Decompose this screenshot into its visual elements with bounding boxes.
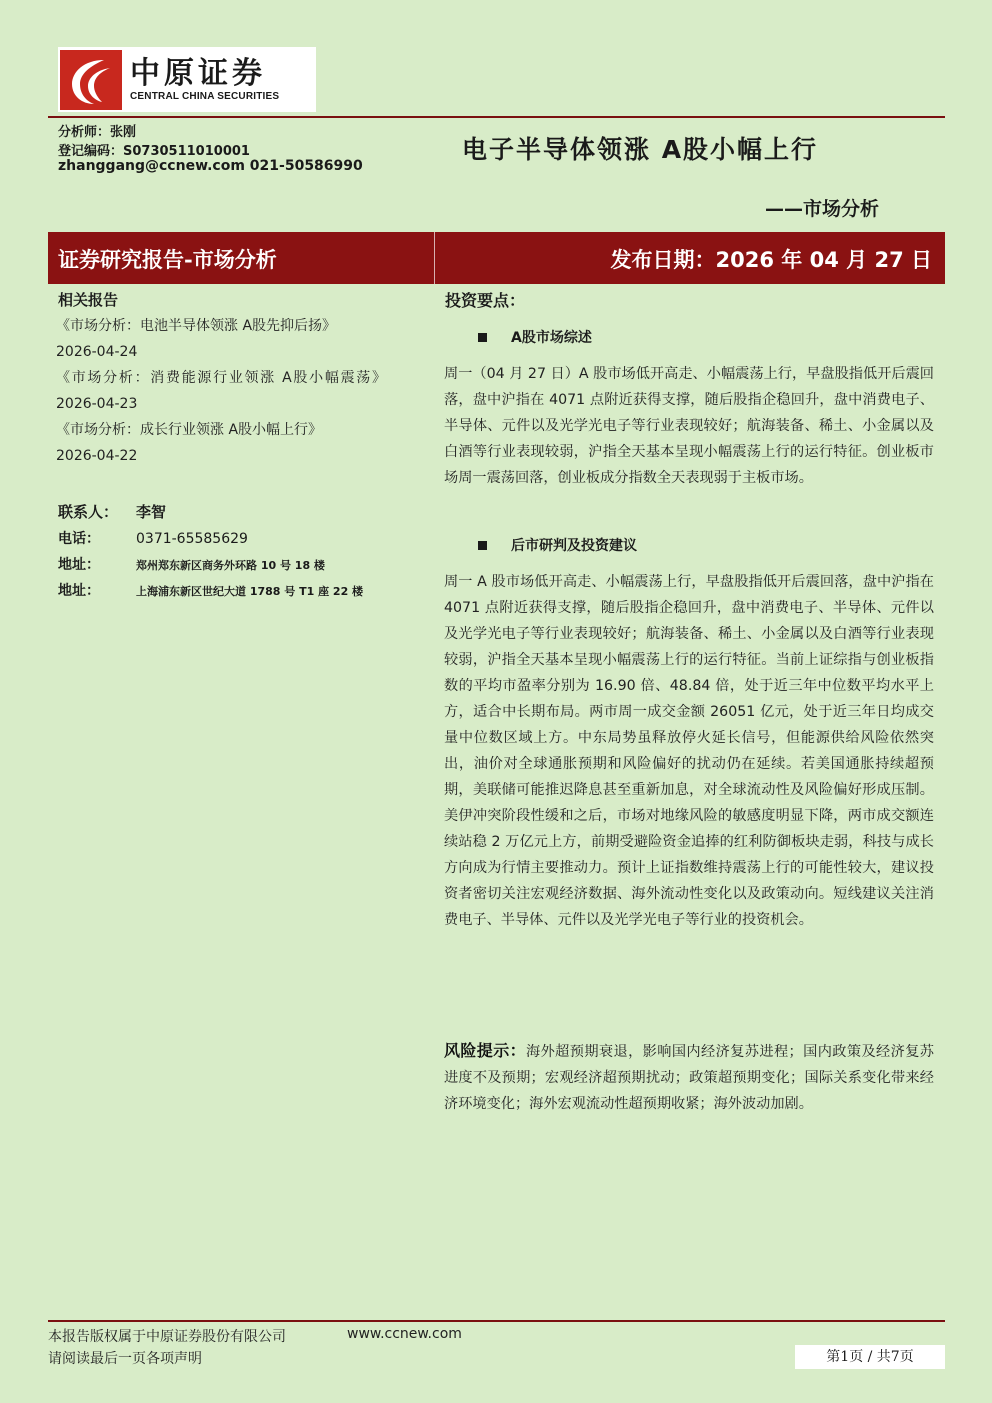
- contact-person-row: [58, 501, 166, 522]
- related-reports-heading: 相关报告: [58, 291, 119, 309]
- contact-person: 李智: [136, 503, 167, 521]
- contact-address-shanghai: 上海浦东新区世纪大道 1788 号 T1 座 22 楼: [136, 585, 364, 598]
- risk-warning: [444, 1038, 934, 1117]
- contact-phone-label: 电话：: [58, 531, 100, 547]
- analyst-name: 分析师：张刚: [58, 125, 137, 140]
- related-report-item[interactable]: [56, 417, 386, 469]
- company-logo: [58, 47, 316, 112]
- logo-en: CENTRAL CHINA SECURITIES: [130, 91, 280, 102]
- section-heading-market-review: [478, 327, 592, 347]
- section-title: A股市场综述: [511, 330, 592, 346]
- risk-text: 海外超预期衰退，影响国内经济复苏进程；国内政策及经济复苏进度不及预期；宏观经济超预期扰动；政策超预期变化；国际关系变化带来经济环境变化；海外宏观流动性超预期收紧；海外波动加剧。: [444, 1044, 934, 1112]
- related-report-title: 《市场分析：消费能源行业领涨 A股小幅震荡》: [56, 370, 386, 386]
- banner-divider: [434, 232, 435, 284]
- section-title: 后市研判及投资建议: [511, 538, 637, 554]
- outlook-paragraph: 周一 A 股市场低开高走、小幅震荡上行，早盘股指低开后震回落，盘中沪指在 4071 点附近获得支撑，随后股指企稳回升，盘中消费电子、半导体、元件以及光学光电子等行业表现较好；航海装备、稀土、小金属以及白酒等行业表现较弱，沪指全天基本呈现小幅震荡上行的运行特征。当前上证综指与创业板指数的平均市盈率分别为 16.90 倍、48.84 倍，处于近三年中位数平均水平上方，适合中长期布局。两市周一成交金额 26051 亿元，处于近三年日均成交量中位数区域上方。中东局势虽释放停火延长信号，但能源供给风险依然突出，油价对全球通胀预期和风险偏好的扰动仍在延续。若美国通胀持续超预期，美联储可能推迟降息甚至重新加息，对全球流动性及风险偏好形成压制。美伊冲突阶段性缓和之后，市场对地缘风险的敏感度明显下降，两市成交额连续站稳 2 万亿元上方，前期受避险资金追捧的红利防御板块走弱，科技与成长方向成为行情主要推动力。预计上证指数维持震荡上行的可能性较大，建议投资者密切关注宏观经济数据、海外流动性变化以及政策动向。短线建议关注消费电子、半导体、元件以及光学光电子等行业的投资机会。: [444, 574, 934, 928]
- market-review-paragraph: 周一（04 月 27 日）A 股市场低开高走、小幅震荡上行，早盘股指低开后震回落，盘中沪指在 4071 点附近获得支撑，随后股指企稳回升，盘中消费电子、半导体、元件以及光学光电子等行业表现较好；航海装备、稀土、小金属以及白酒等行业表现较弱，沪指全天基本呈现小幅震荡上行的运行特征。创业板市场周一震荡回落，创业板成分指数全天表现弱于主板市场。: [444, 366, 934, 486]
- report-type: 证券研究报告-市场分析: [58, 247, 277, 272]
- report-subtitle: ——市场分析: [765, 198, 880, 220]
- contact-address-row: [58, 554, 325, 574]
- square-bullet-icon: [478, 333, 487, 342]
- related-report-item[interactable]: [56, 313, 386, 365]
- investment-points-heading: 投资要点：: [445, 291, 526, 310]
- top-divider: [48, 116, 945, 118]
- page-indicator: 第1页 / 共7页: [795, 1345, 945, 1369]
- report-title: 电子半导体领涨 A股小幅上行: [462, 135, 819, 164]
- footer-copyright: 本报告版权属于中原证券股份有限公司: [48, 1329, 286, 1345]
- related-report-date: 2026-04-22: [56, 448, 138, 464]
- analyst-reg-code: 登记编码：S0730511010001: [58, 144, 250, 159]
- ccs-logo-icon: [60, 50, 122, 110]
- contact-person-label: 联系人：: [58, 503, 119, 521]
- section-heading-outlook: [478, 535, 637, 555]
- logo-text: [130, 57, 279, 102]
- risk-label: 风险提示：: [444, 1041, 526, 1060]
- contact-phone: 0371-65585629: [136, 531, 248, 547]
- contact-phone-row: [58, 528, 248, 548]
- contact-address-zhengzhou: 郑州郑东新区商务外环路 10 号 18 楼: [136, 559, 325, 572]
- footer-website[interactable]: www.ccnew.com: [347, 1326, 462, 1342]
- contact-address-row: [58, 580, 363, 600]
- related-report-item[interactable]: [56, 365, 386, 417]
- related-report-title: 《市场分析：成长行业领涨 A股小幅上行》: [56, 422, 323, 438]
- contact-address-label: 地址：: [58, 557, 100, 573]
- related-report-date: 2026-04-23: [56, 396, 138, 412]
- footer-disclaimer: 请阅读最后一页各项声明: [48, 1351, 202, 1367]
- footer-divider: [48, 1320, 945, 1322]
- related-report-date: 2026-04-24: [56, 344, 138, 360]
- logo-cn: 中原证券: [130, 56, 266, 91]
- square-bullet-icon: [478, 541, 487, 550]
- analyst-contact: zhanggang@ccnew.com 021-50586990: [58, 158, 363, 174]
- related-report-title: 《市场分析：电池半导体领涨 A股先抑后扬》: [56, 318, 337, 334]
- publish-date: 发布日期：2026 年 04 月 27 日: [610, 248, 932, 272]
- contact-address-label: 地址：: [58, 583, 100, 599]
